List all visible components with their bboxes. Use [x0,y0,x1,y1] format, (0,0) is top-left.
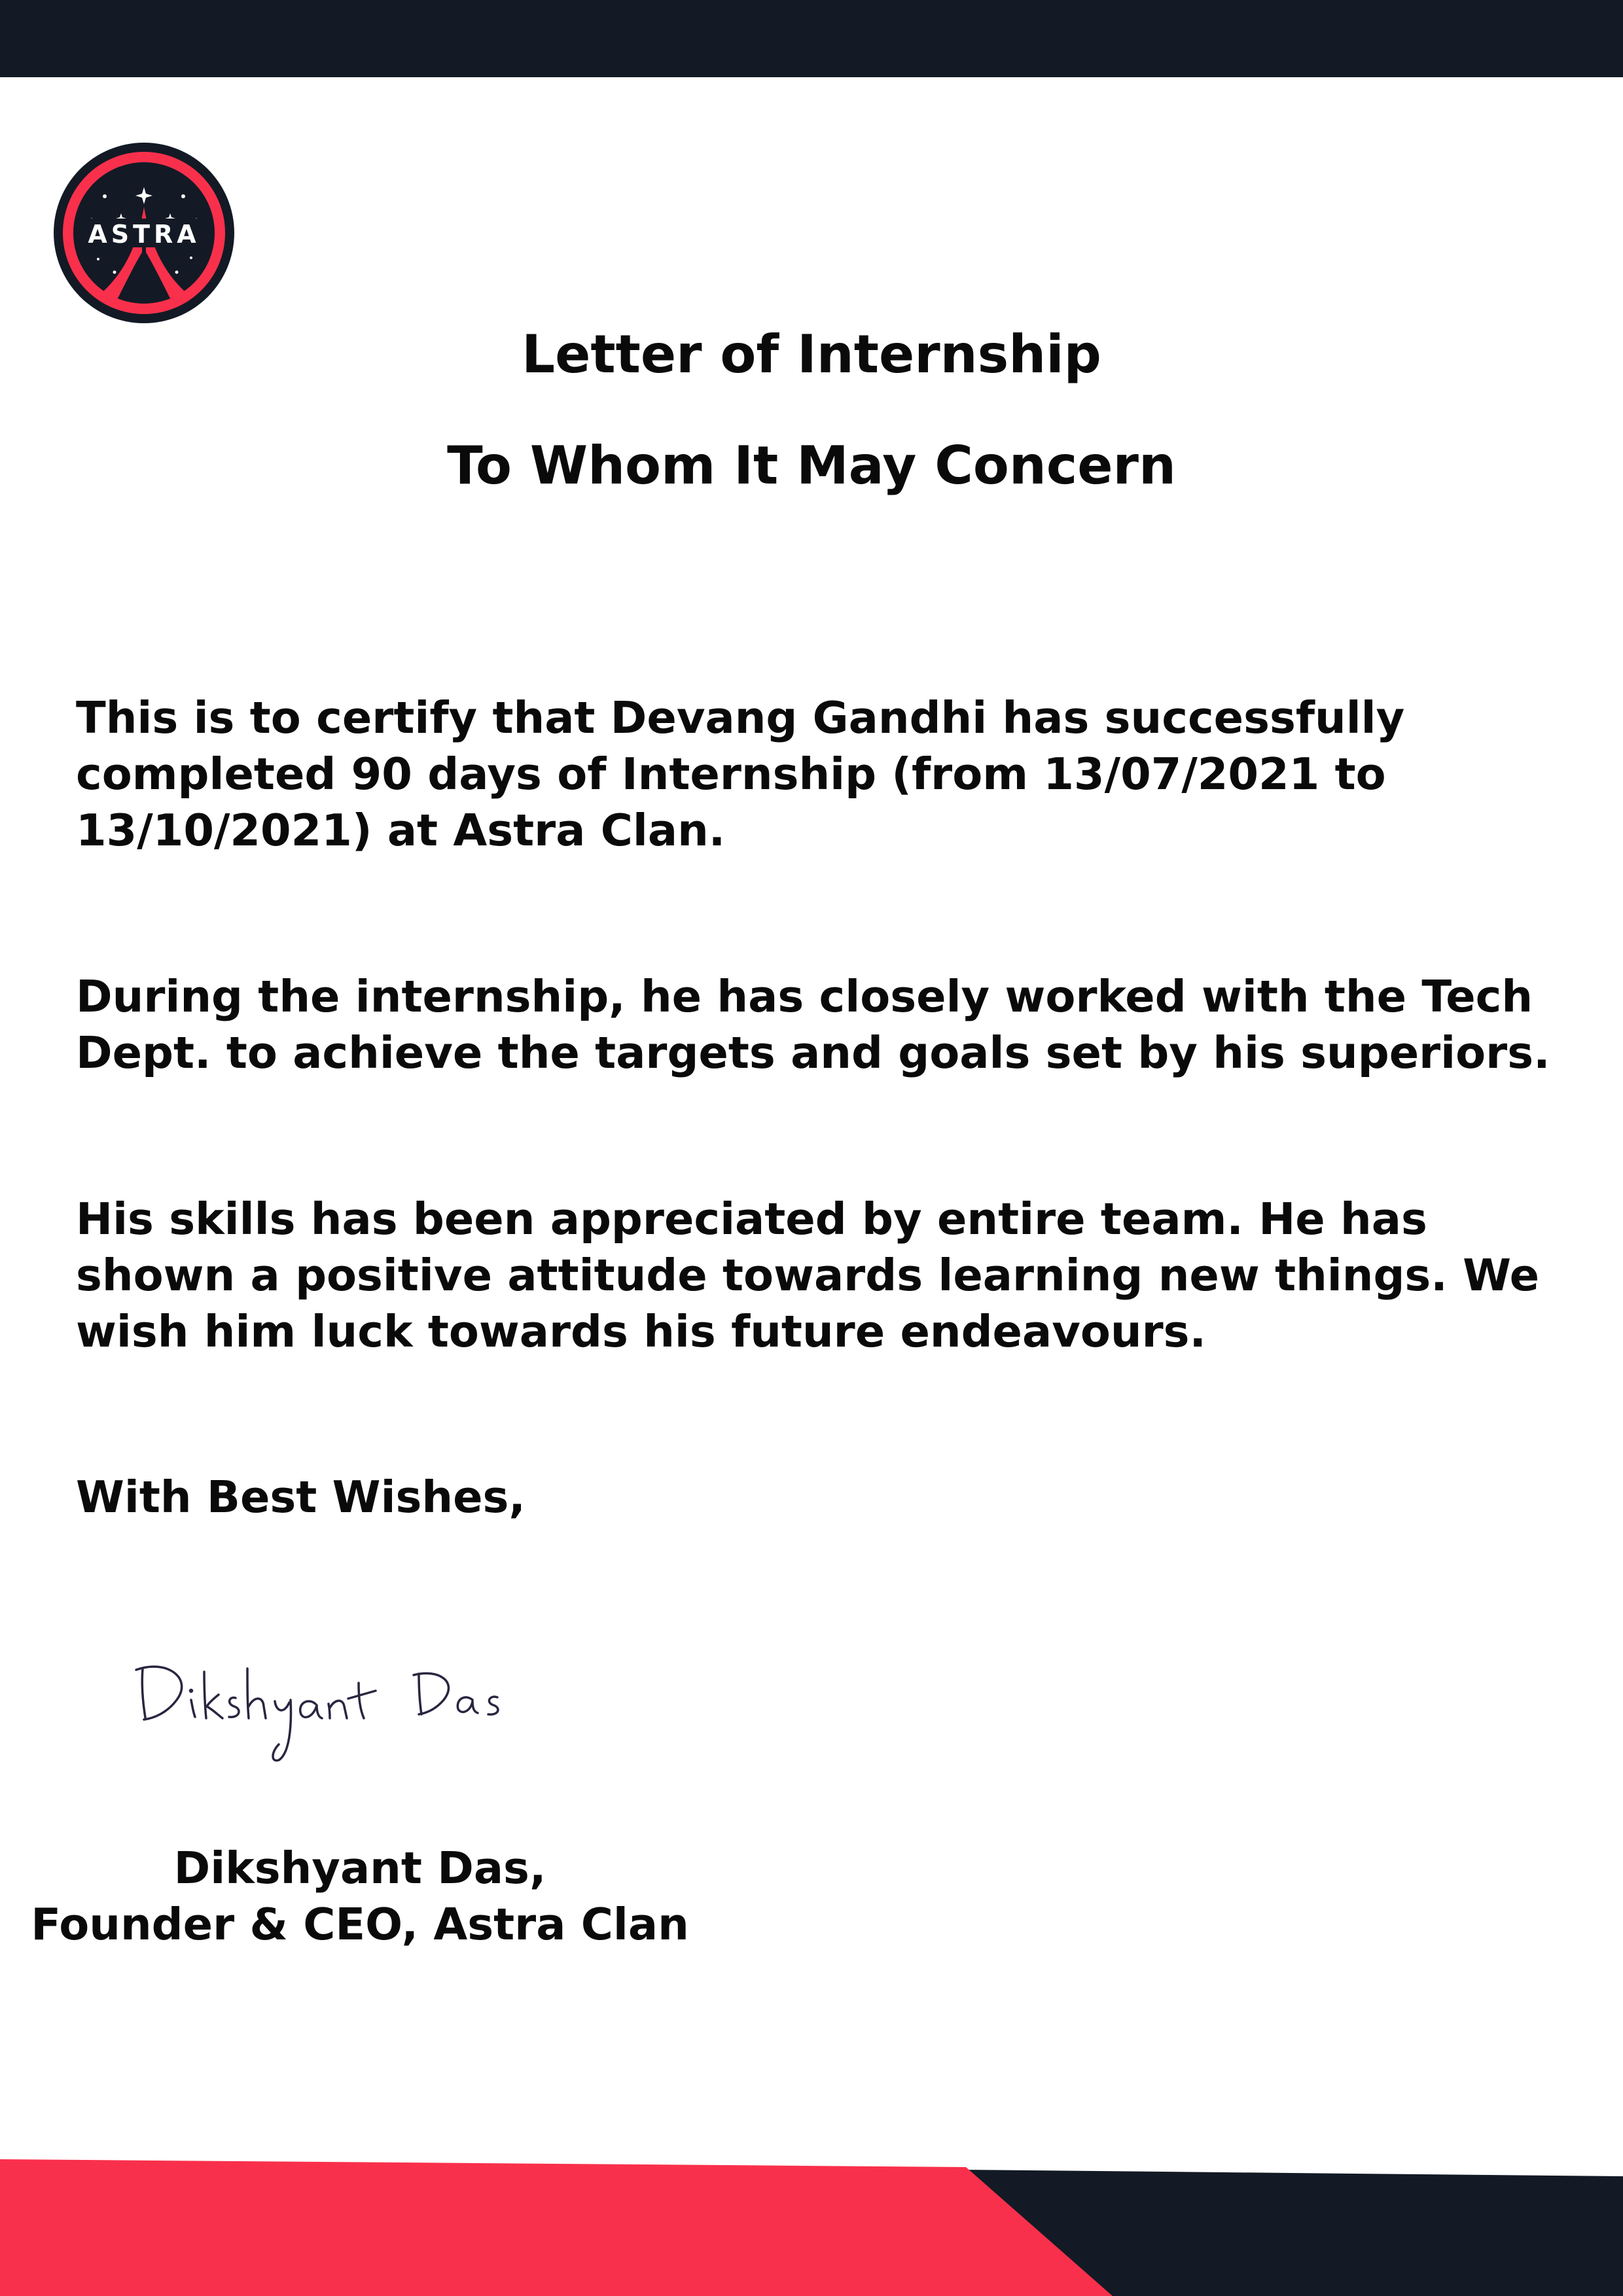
footer-accent-shape [0,2159,1113,2296]
letter-salutation: To Whom It May Concern [447,435,1176,496]
footer-shapes [0,2153,1623,2296]
work-summary-paragraph: During the internship, he has closely worked with the Tech Dept. to achieve the targets and goals set by his superiors. [76,971,1550,1078]
handwritten-signature [131,1623,524,1767]
bottom-footer-band [0,2153,1623,2296]
astra-logo-icon [52,141,236,325]
signature-image [131,1623,524,1767]
astra-logo [52,141,236,325]
certification-paragraph: This is to certify that Devang Gandhi has successfully completed 90 days of Internship (from 13/07/2021 to 13/10/2021) at Astra Clan. [76,692,1405,856]
letter-title: Letter of Internship [522,324,1101,385]
appreciation-paragraph: His skills has been appreciated by entire team. He has shown a positive attitude towards learning new things. We wish him luck towards his future endeavours. [76,1193,1540,1357]
signatory-block [20,1840,700,1952]
signatory-title: Founder & CEO, Astra Clan [31,1899,689,1950]
signatory-name: Dikshyant Das, [173,1843,546,1894]
logo-wordmark: ASTRA [88,220,200,249]
closing-line: With Best Wishes, [76,1472,526,1523]
top-header-band [0,0,1623,77]
